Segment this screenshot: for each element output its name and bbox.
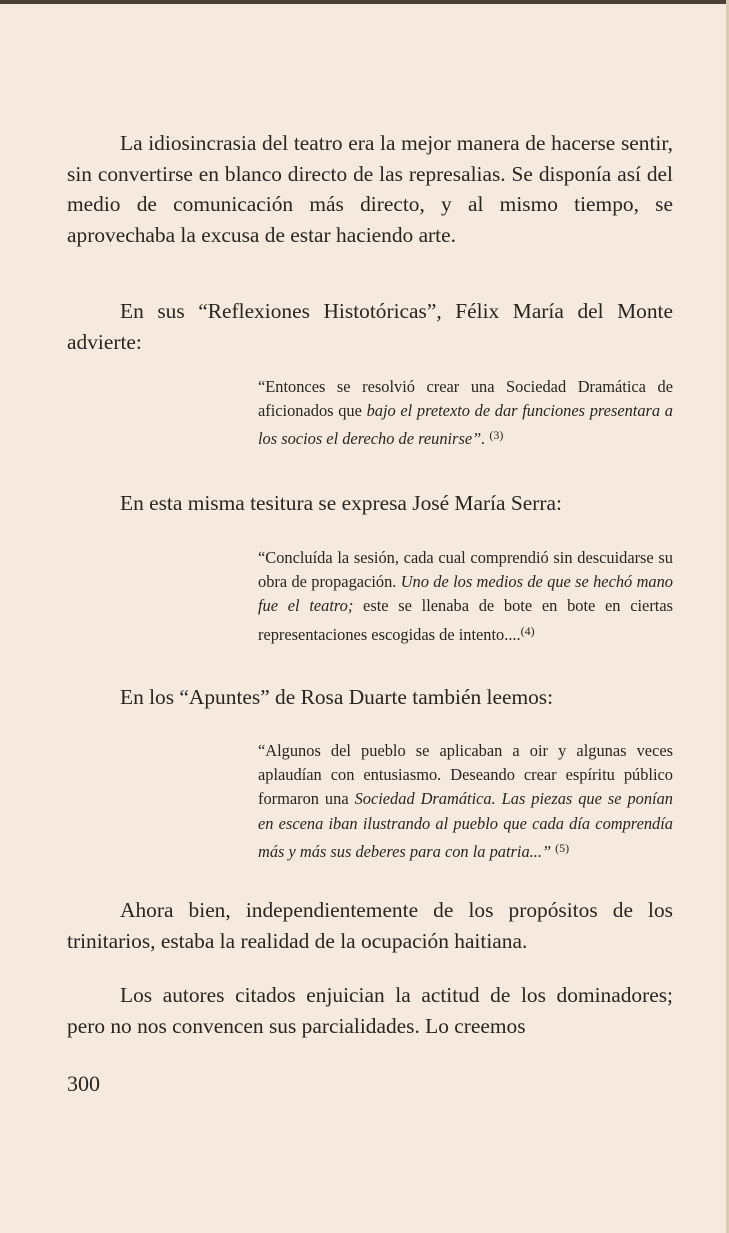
quote-text: “Concluída la sesión, cada cual comprendió sin descuidarse su obra de propagación. <box>258 548 673 592</box>
footnote-marker: (3) <box>489 428 504 443</box>
quote-italic-text: Sociedad Dramática. Las piezas que se ponían en escena iban ilustrando al pueblo que cada día comprendía más y más sus deberes para con la patria...” <box>258 789 673 861</box>
quote-italic-text: Uno de los medios de que se hechó mano fue el teatro; <box>258 572 674 616</box>
paragraph-text: En sus “Reflexiones Histotóricas”, Félix María del Monte advierte: <box>67 299 673 354</box>
paragraph-text: En esta misma tesitura se expresa José María Serra: <box>120 491 562 515</box>
paragraph-text: Los autores citados enjuician la actitud de los dominadores; pero no nos convencen sus parcialidades. Lo creemos <box>67 983 673 1038</box>
quote-del-monte <box>258 375 673 452</box>
quote-text: “Entonces se resolvió crear una Sociedad Dramática de aficionados que <box>258 377 673 421</box>
page-top-edge <box>0 0 729 4</box>
paragraph-authors-cited <box>67 980 673 1041</box>
paragraph-text: La idiosincrasia del teatro era la mejor manera de hacerse sentir, sin convertirse en blanco directo de las represalias. Se disponía así del medio de comunicación más directo, y al mismo tiempo, se aprovechaba la excusa de estar haciendo arte. <box>67 131 673 247</box>
quote-text: “Algunos del pueblo se aplicaban a oir y algunas veces aplaudían con entusiasmo. Deseando crear espíritu público formaron una <box>258 741 673 809</box>
quote-duarte <box>258 739 673 864</box>
paragraph-rosa-duarte <box>67 682 673 713</box>
paragraph-text: Ahora bien, independientemente de los propósitos de los trinitarios, estaba la realidad de la ocupación haitiana. <box>67 898 673 953</box>
quote-serra <box>258 546 673 647</box>
footnote-marker: (4) <box>520 623 535 638</box>
paragraph-text: En los “Apuntes” de Rosa Duarte también leemos: <box>120 685 554 709</box>
page-number: 300 <box>67 1071 100 1096</box>
paragraph-jose-maria-serra <box>67 488 673 519</box>
quote-text-continued: este se llenaba de bote en bote en ciertas representaciones escogidas de intento.... <box>258 596 673 644</box>
paragraph-haitian-occupation <box>67 895 673 956</box>
quote-italic-text: bajo el pretexto de dar funciones presentara a los socios el derecho de reunirse”. <box>258 401 673 449</box>
paragraph-theatre-idiosyncrasy <box>67 128 673 250</box>
footnote-marker: (5) <box>555 840 570 855</box>
paragraph-felix-maria-del-monte <box>67 296 673 357</box>
